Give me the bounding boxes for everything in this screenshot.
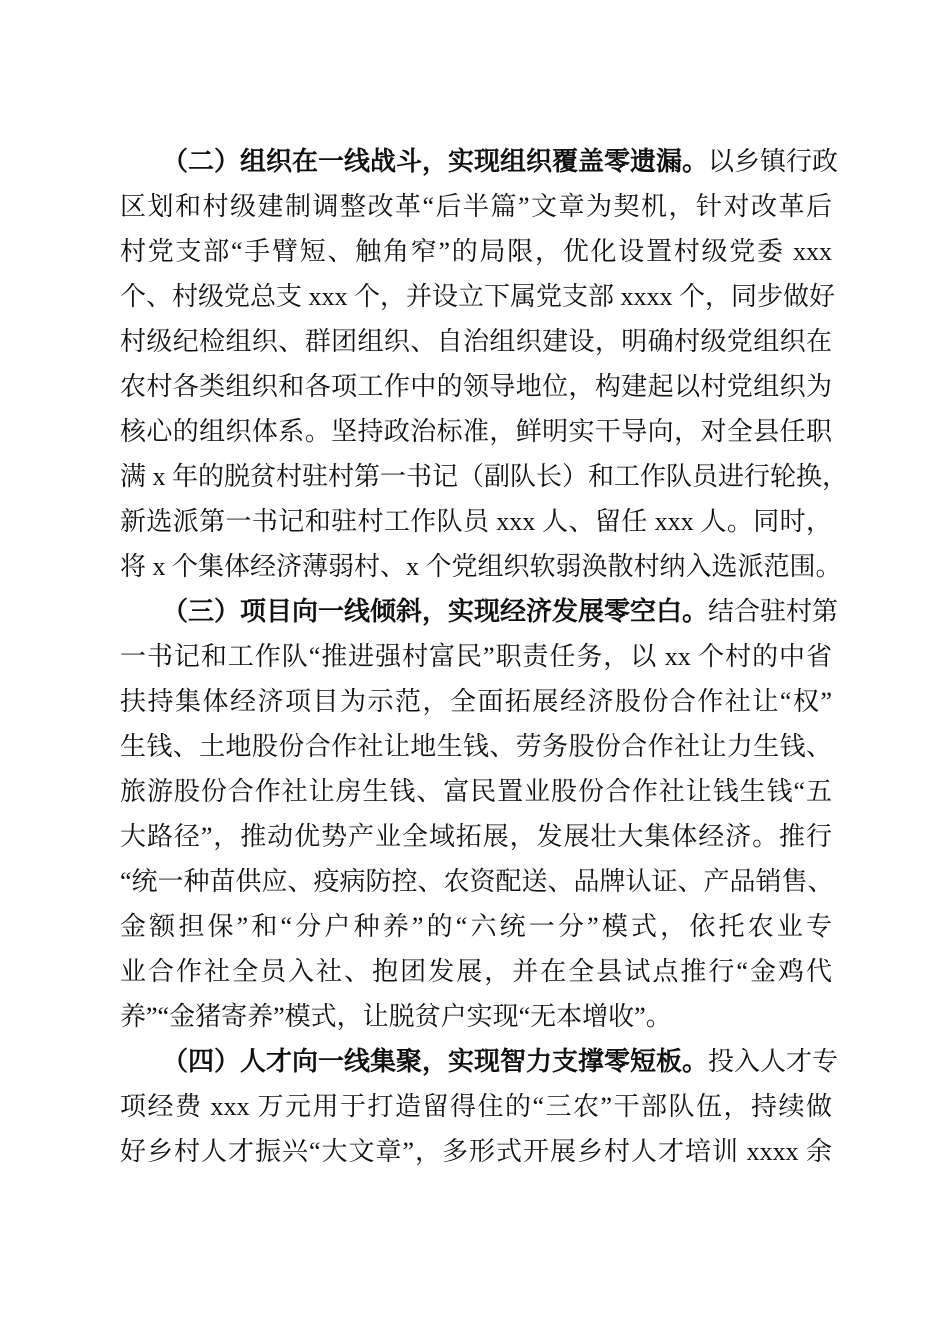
paragraph-line: 旅游股份合作社让房生钱、富民置业股份合作社让钱生钱“五: [120, 777, 832, 806]
paragraph-line: 核心的组织体系。坚持政治标准，鲜明实干导向，对全县任职: [120, 417, 832, 446]
paragraph-line: 大路径”，推动优势产业全域拓展，发展壮大集体经济。推行: [120, 822, 832, 851]
text: 以乡镇行政: [708, 147, 839, 176]
paragraph-line: 新选派第一书记和驻村工作队员 xxx 人、留任 xxx 人。同时，: [120, 507, 832, 536]
section-heading: （二）组织在一线战斗，实现组织覆盖零遗漏。: [162, 147, 709, 176]
paragraph-line: 村党支部“手臂短、触角窄”的局限，优化设置村级党委 xxx: [120, 237, 832, 266]
paragraph-line: 区划和村级建制调整改革“后半篇”文章为契机，针对改革后: [120, 192, 832, 221]
paragraph-line: 将 x 个集体经济薄弱村、x 个党组织软弱涣散村纳入选派范围。: [120, 552, 842, 581]
paragraph-line: 满 x 年的脱贫村驻村第一书记（副队长）和工作队员进行轮换，: [120, 462, 849, 491]
paragraph-3: [120, 589, 839, 1039]
paragraph-line: 业合作社全员入社、抱团发展，并在全县试点推行“金鸡代: [120, 957, 832, 986]
paragraph-line: 个、村级党总支 xxx 个，并设立下属党支部 xxxx 个，同步做好: [120, 282, 836, 311]
paragraph-2: [120, 139, 849, 589]
paragraph-line: 项经费 xxx 万元用于打造留得住的“三农”干部队伍，持续做: [120, 1092, 832, 1121]
paragraph-line: [120, 1039, 839, 1084]
paragraph-line: 村级纪检组织、群团组织、自治组织建设，明确村级党组织在: [120, 327, 832, 356]
paragraph-line: 好乡村人才振兴“大文章”，多形式开展乡村人才培训 xxxx 余: [120, 1137, 832, 1166]
paragraph-line: [120, 589, 839, 634]
text: 投入人才专: [708, 1047, 839, 1076]
paragraph-line: 一书记和工作队“推进强村富民”职责任务，以 xx 个村的中省: [120, 642, 832, 671]
paragraph-line: 生钱、土地股份合作社让地生钱、劳务股份合作社让力生钱、: [120, 732, 832, 761]
paragraph-line: 农村各类组织和各项工作中的领导地位，构建起以村党组织为: [120, 372, 832, 401]
paragraph-line: 金额担保”和“分户种养”的“六统一分”模式，依托农业专: [120, 912, 832, 941]
document-page: [120, 139, 849, 1174]
paragraph-line: “统一种苗供应、疫病防控、农资配送、品牌认证、产品销售、: [120, 867, 834, 896]
paragraph-line: 扶持集体经济项目为示范，全面拓展经济股份合作社让“权”: [120, 687, 832, 716]
paragraph-line: [120, 139, 839, 184]
paragraph-4: [120, 1039, 839, 1174]
text: 结合驻村第: [708, 597, 839, 626]
paragraph-line: 养”“金猪寄养”模式，让脱贫户实现“无本增收”。: [120, 1002, 672, 1031]
section-heading: （四）人才向一线集聚，实现智力支撑零短板。: [162, 1047, 709, 1076]
section-heading: （三）项目向一线倾斜，实现经济发展零空白。: [162, 597, 709, 626]
